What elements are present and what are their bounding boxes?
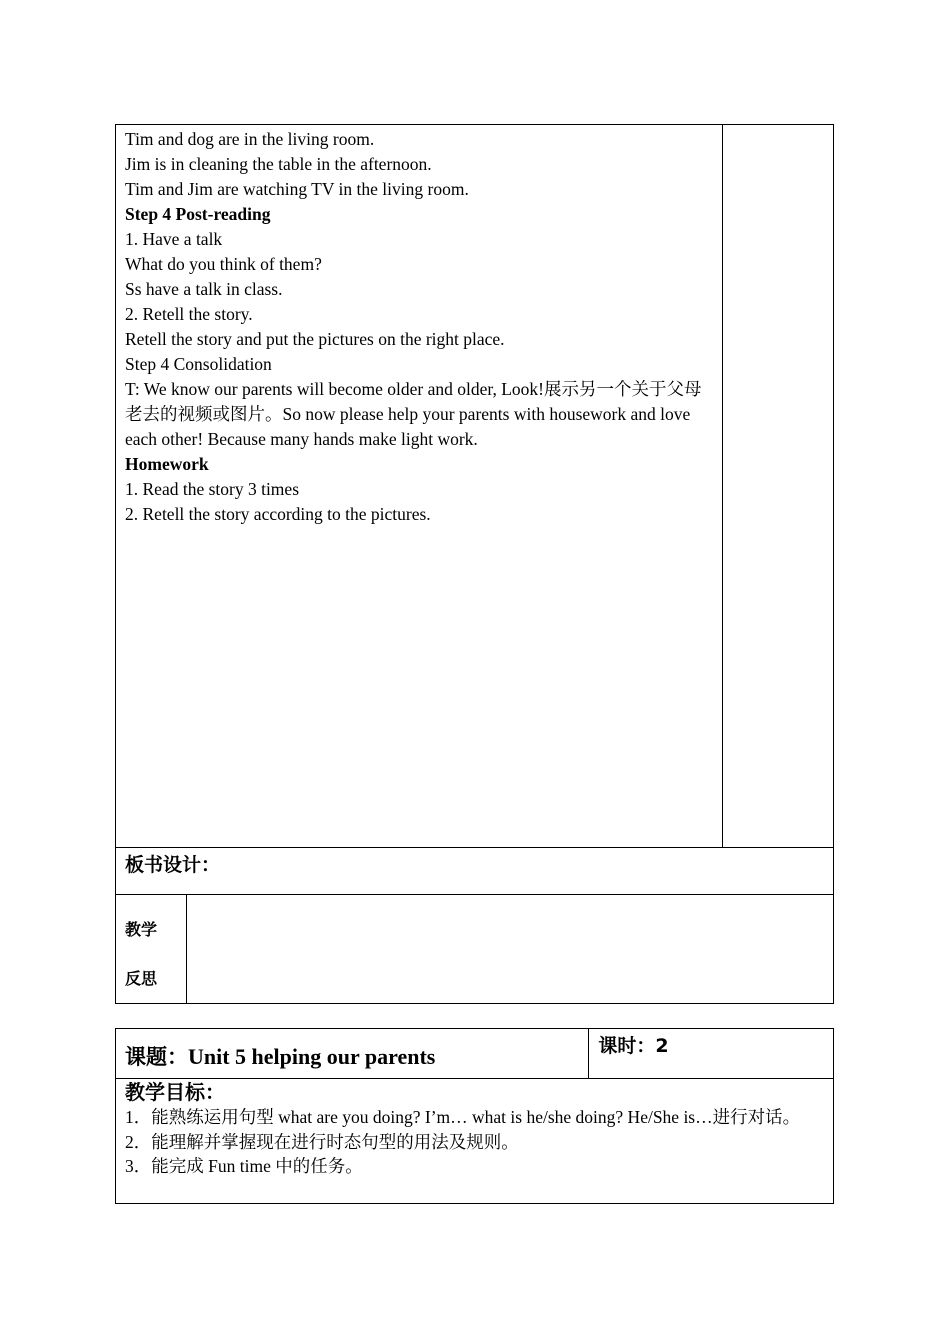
- procedure-line: 1. Have a talk: [125, 229, 223, 249]
- reflection-label-cell: [116, 895, 187, 1003]
- lesson-title: [116, 1029, 588, 1071]
- homework-item: 2. Retell the story according to the pictures.: [125, 504, 431, 524]
- lesson-period: 课时：2: [598, 1035, 669, 1057]
- procedure-line: Ss have a talk in class.: [125, 279, 283, 299]
- homework-heading: Homework: [125, 454, 209, 474]
- reflection-content-cell: [187, 895, 834, 1003]
- lesson-title-cell: [116, 1029, 589, 1079]
- reflection-label-line1: 教学: [125, 920, 158, 939]
- procedure-line: Jim is in cleaning the table in the afternoon.: [125, 154, 432, 174]
- board-design-label: 板书设计：: [125, 854, 221, 876]
- objective-item: 3．能完成 Fun time 中的任务。: [125, 1156, 363, 1176]
- objectives-heading: 教学目标：: [125, 1080, 225, 1104]
- reflection-row: [116, 895, 834, 1004]
- objectives-list: [116, 1105, 825, 1179]
- homework-item: 1. Read the story 3 times: [125, 479, 300, 499]
- objectives-cell: [116, 1079, 834, 1204]
- procedure-line: Tim and Jim are watching TV in the living room.: [125, 179, 469, 199]
- board-design-cell: [116, 848, 834, 895]
- procedure-line: Tim and dog are in the living room.: [125, 129, 375, 149]
- lesson-title-text: Unit 5 helping our parents: [188, 1044, 436, 1069]
- procedure-cell: [116, 125, 723, 848]
- consolidation-paragraph: T: We know our parents will become older and older, Look!展示另一个关于父母老去的视频或图片。So now please help your parents with housework and love each other! Because many hands make light work.: [125, 379, 702, 449]
- lesson-period-cell: [589, 1029, 834, 1079]
- step-heading: Step 4 Post-reading: [125, 204, 271, 224]
- procedure-lines: [116, 125, 722, 527]
- lesson-title-prefix: 课题：: [125, 1045, 188, 1069]
- objective-item: 2．能理解并掌握现在进行时态句型的用法及规则。: [125, 1131, 519, 1152]
- reflection-label-line2: 反思: [125, 969, 158, 988]
- procedure-line: What do you think of them?: [125, 254, 322, 274]
- notes-cell: [722, 125, 833, 848]
- procedure-line: Step 4 Consolidation: [125, 354, 272, 374]
- objective-item: 1．能熟练运用句型 what are you doing? I’m… what is he/she doing? He/She is…进行对话。: [125, 1107, 801, 1127]
- lesson-plan-table: [115, 124, 834, 1004]
- next-lesson-table: [115, 1028, 834, 1204]
- procedure-line: Retell the story and put the pictures on the right place.: [125, 329, 505, 349]
- procedure-line: 2. Retell the story.: [125, 304, 253, 324]
